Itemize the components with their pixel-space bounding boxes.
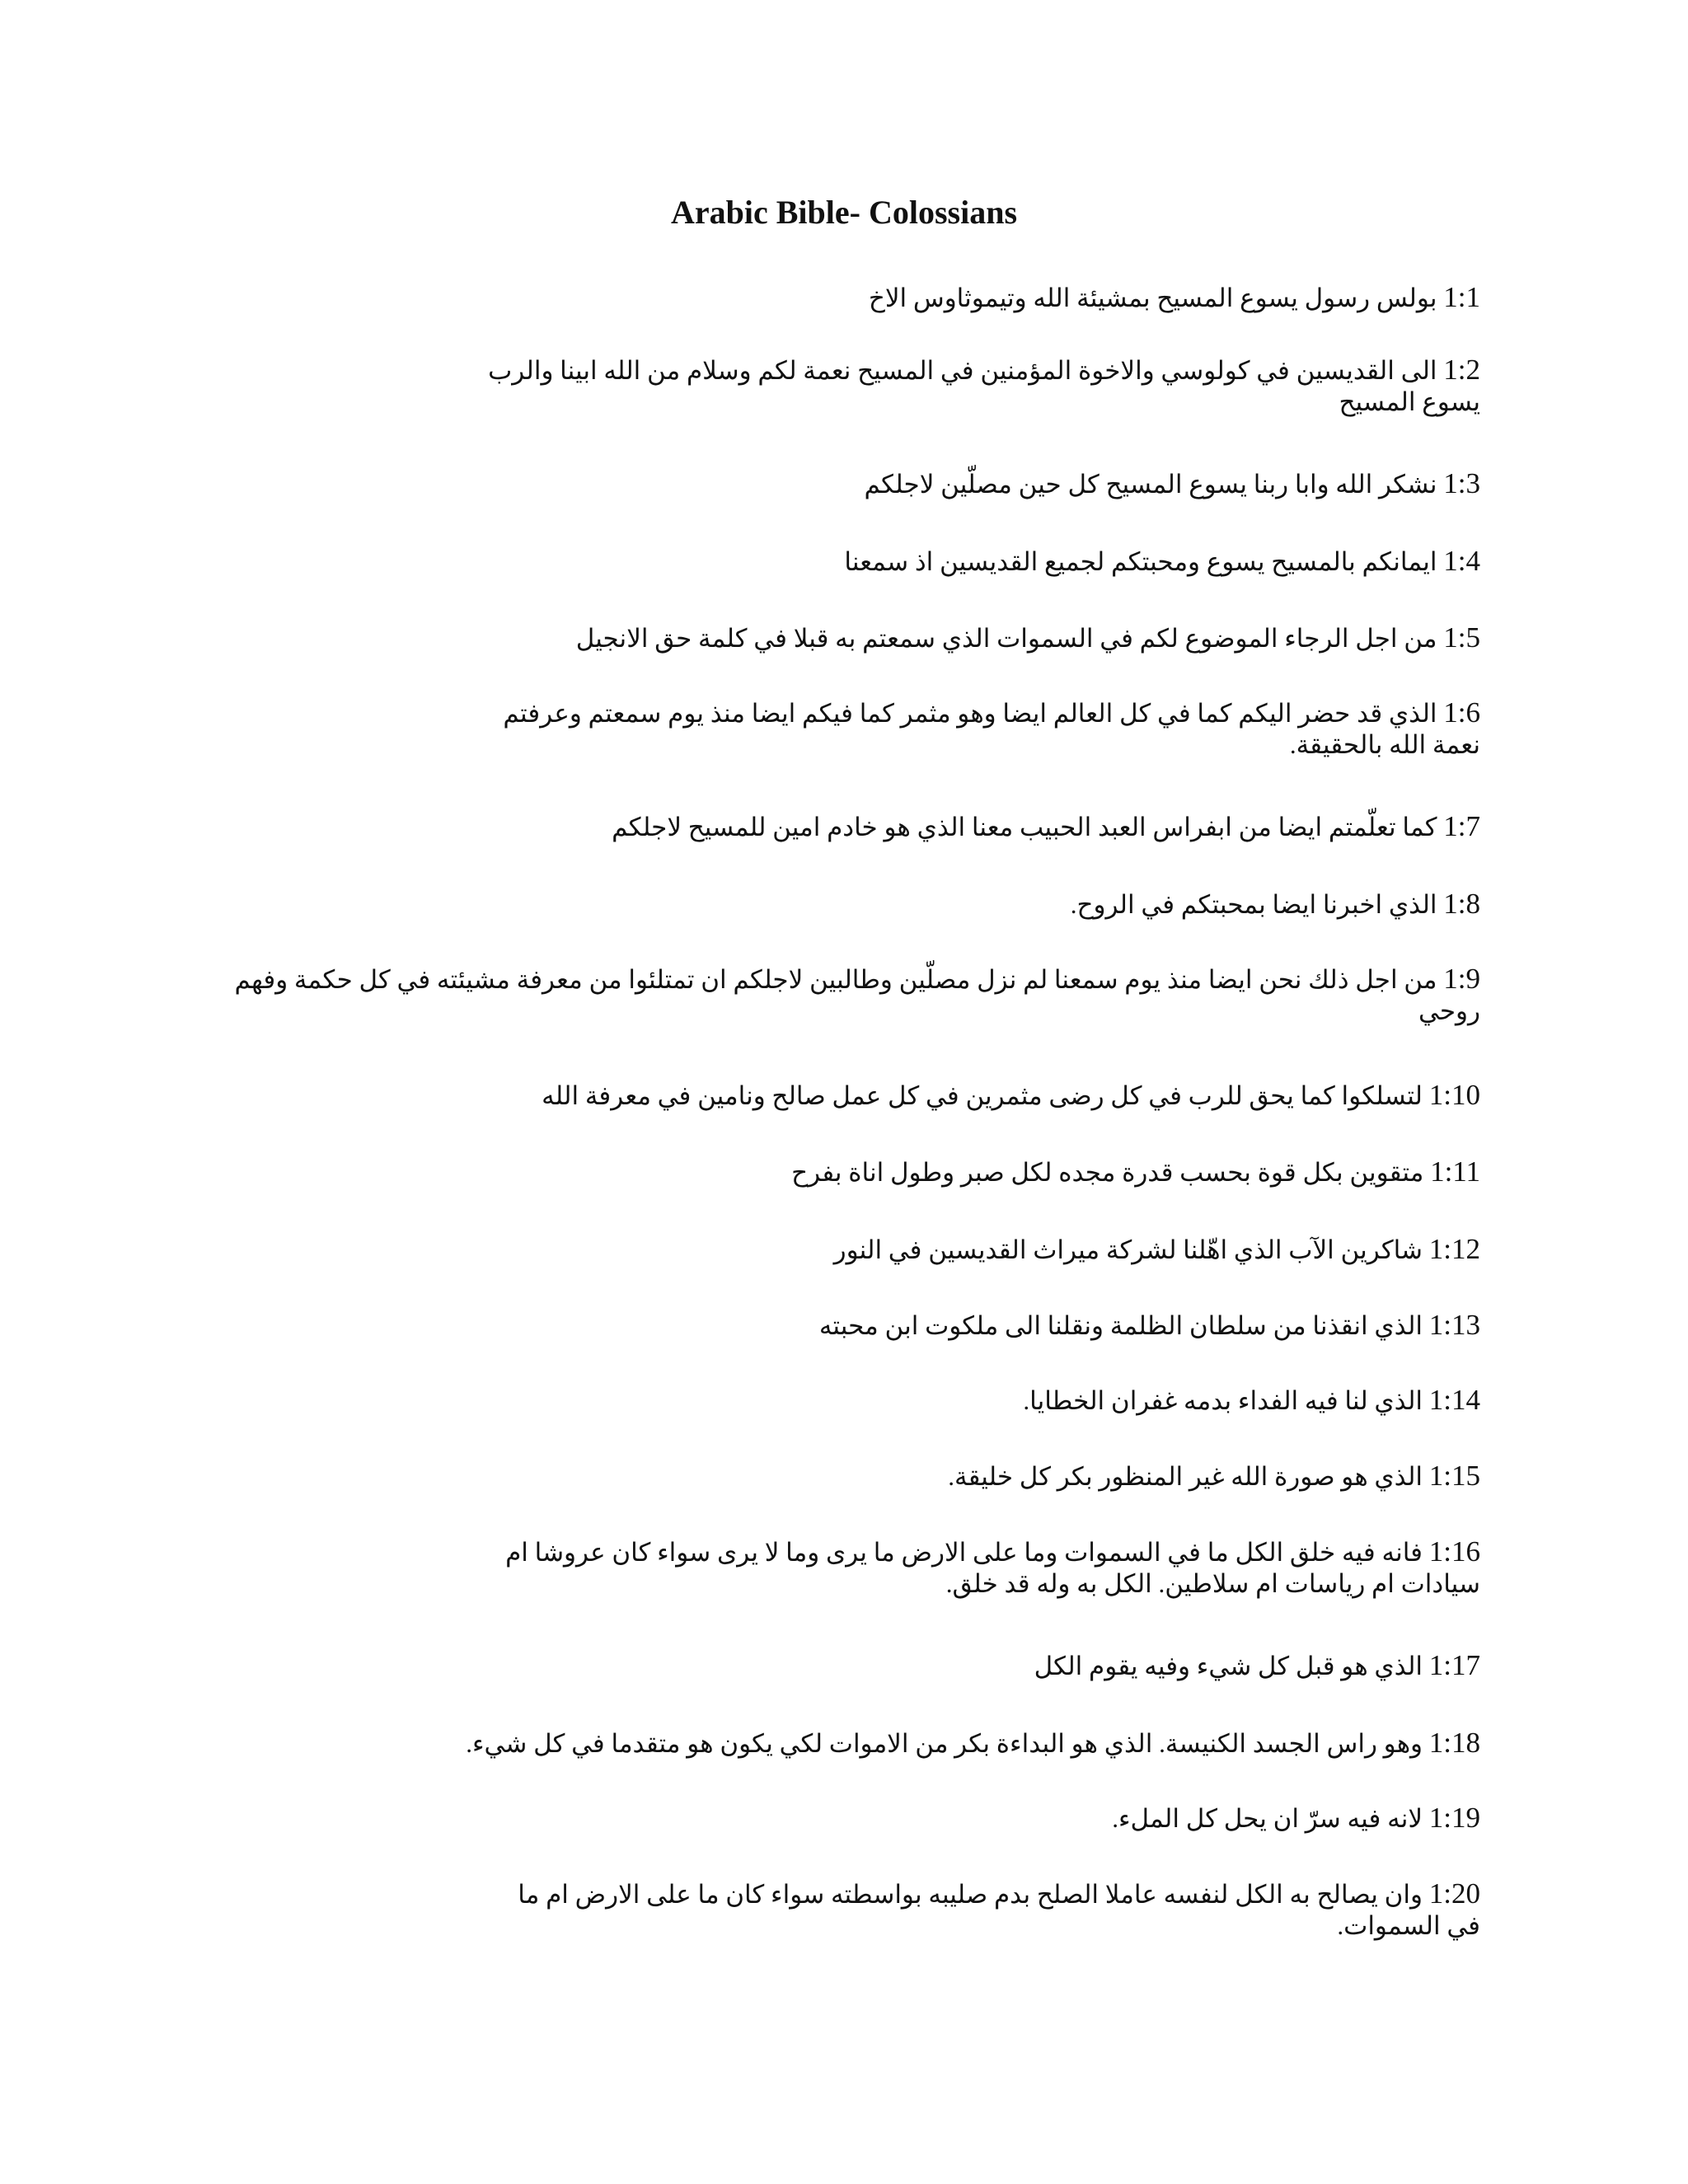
verse-ref: 1:9 xyxy=(1443,963,1480,995)
verse-1-10 xyxy=(195,1080,1480,1112)
verse-text-continued: في السموات. xyxy=(1337,1911,1480,1940)
verse-1-13 xyxy=(195,1310,1480,1342)
verse-ref: 1:14 xyxy=(1428,1384,1480,1416)
verse-1-3 xyxy=(195,468,1480,500)
document-title: Arabic Bible- Colossians xyxy=(670,194,1018,231)
verse-text: ايمانكم بالمسيح يسوع ومحبتكم لجميع القديسين اذ سمعنا xyxy=(844,547,1437,576)
verse-1-18 xyxy=(195,1727,1480,1760)
verse-1-12 xyxy=(195,1234,1480,1266)
verse-ref: 1:8 xyxy=(1443,888,1480,920)
verse-text: متقوين بكل قوة بحسب قدرة مجده لكل صبر وطول اناة بفرح xyxy=(791,1158,1424,1187)
verse-ref: 1:13 xyxy=(1428,1309,1480,1341)
verse-text: نشكر الله وابا ربنا يسوع المسيح كل حين مصلّين لاجلكم xyxy=(864,470,1437,499)
verse-1-9 xyxy=(195,963,1480,1027)
verse-ref: 1:5 xyxy=(1443,621,1480,654)
verse-1-16 xyxy=(195,1536,1480,1600)
verse-1-5 xyxy=(195,622,1480,654)
verse-1-7 xyxy=(195,811,1480,843)
verse-text: الذي قد حضر اليكم كما في كل العالم ايضا وهو مثمر كما فيكم ايضا منذ يوم سمعتم وعرفتم xyxy=(503,699,1437,728)
verse-ref: 1:6 xyxy=(1443,696,1480,729)
verse-text: الذي انقذنا من سلطان الظلمة ونقلنا الى ملكوت ابن محبته xyxy=(818,1311,1423,1340)
verse-text: لتسلكوا كما يحق للرب في كل رضى مثمرين في كل عمل صالح ونامين في معرفة الله xyxy=(542,1081,1423,1110)
verse-text: الذي هو صورة الله غير المنظور بكر كل خليقة. xyxy=(948,1462,1423,1491)
verse-ref: 1:10 xyxy=(1428,1079,1480,1111)
verse-text: الذي هو قبل كل شيء وفيه يقوم الكل xyxy=(1034,1652,1423,1680)
verse-ref: 1:18 xyxy=(1428,1727,1480,1759)
verse-text: وان يصالح به الكل لنفسه عاملا الصلح بدم صليبه بواسطته سواء كان ما على الارض ام ما xyxy=(518,1880,1423,1909)
verse-text: الى القديسين في كولوسي والاخوة المؤمنين في المسيح نعمة لكم وسلام من الله ابينا والرب xyxy=(488,356,1437,385)
verse-1-8 xyxy=(195,888,1480,921)
verse-text-continued: نعمة الله بالحقيقة. xyxy=(1289,730,1480,759)
verse-text: من اجل ذلك نحن ايضا منذ يوم سمعنا لم نزل مصلّين وطالبين لاجلكم ان تمتلئوا من معرفة مشيئته في كل حكمة وفهم xyxy=(234,965,1437,994)
verse-ref: 1:19 xyxy=(1428,1802,1480,1834)
verse-text-continued: روحي xyxy=(1418,996,1480,1025)
verse-ref: 1:16 xyxy=(1428,1535,1480,1568)
verse-1-20 xyxy=(195,1878,1480,1942)
verse-text-continued: سيادات ام رياسات ام سلاطين. الكل به وله قد خلق. xyxy=(945,1569,1480,1598)
verse-text: فانه فيه خلق الكل ما في السموات وما على الارض ما يرى وما لا يرى سواء كان عروشا ام xyxy=(505,1538,1423,1567)
verse-1-11 xyxy=(195,1156,1480,1188)
verse-ref: 1:12 xyxy=(1428,1233,1480,1265)
verse-1-19 xyxy=(195,1802,1480,1835)
verse-ref: 1:1 xyxy=(1443,281,1480,313)
verse-ref: 1:11 xyxy=(1430,1155,1480,1188)
verse-ref: 1:7 xyxy=(1443,810,1480,842)
verse-1-15 xyxy=(195,1460,1480,1493)
verse-1-6 xyxy=(195,697,1480,761)
verse-1-1 xyxy=(195,282,1480,314)
verse-1-17 xyxy=(195,1650,1480,1682)
verse-ref: 1:2 xyxy=(1443,354,1480,386)
verse-1-14 xyxy=(195,1385,1480,1417)
verse-ref: 1:17 xyxy=(1428,1649,1480,1681)
verse-ref: 1:4 xyxy=(1443,545,1480,577)
verse-text: كما تعلّمتم ايضا من ابفراس العبد الحبيب معنا الذي هو خادم امين للمسيح لاجلكم xyxy=(612,813,1437,841)
verse-ref: 1:20 xyxy=(1428,1877,1480,1910)
verse-text: من اجل الرجاء الموضوع لكم في السموات الذي سمعتم به قبلا في كلمة حق الانجيل xyxy=(575,624,1437,653)
verse-text: شاكرين الآب الذي اهّلنا لشركة ميراث القديسين في النور xyxy=(833,1235,1423,1264)
verse-ref: 1:15 xyxy=(1428,1460,1480,1492)
verse-text: الذي لنا فيه الفداء بدمه غفران الخطايا. xyxy=(1023,1386,1423,1415)
verse-text: وهو راس الجسد الكنيسة. الذي هو البداءة بكر من الاموات لكي يكون هو متقدما في كل شيء. xyxy=(466,1729,1423,1758)
verse-1-4 xyxy=(195,546,1480,578)
verse-text: الذي اخبرنا ايضا بمحبتكم في الروح. xyxy=(1070,890,1437,919)
verse-text-continued: يسوع المسيح xyxy=(1339,387,1480,416)
verse-1-2 xyxy=(195,354,1480,418)
verse-text: لانه فيه سرّ ان يحل كل الملء. xyxy=(1112,1804,1423,1833)
verse-ref: 1:3 xyxy=(1443,467,1480,499)
verse-text: بولس رسول يسوع المسيح بمشيئة الله وتيموثاوس الاخ xyxy=(868,284,1437,312)
